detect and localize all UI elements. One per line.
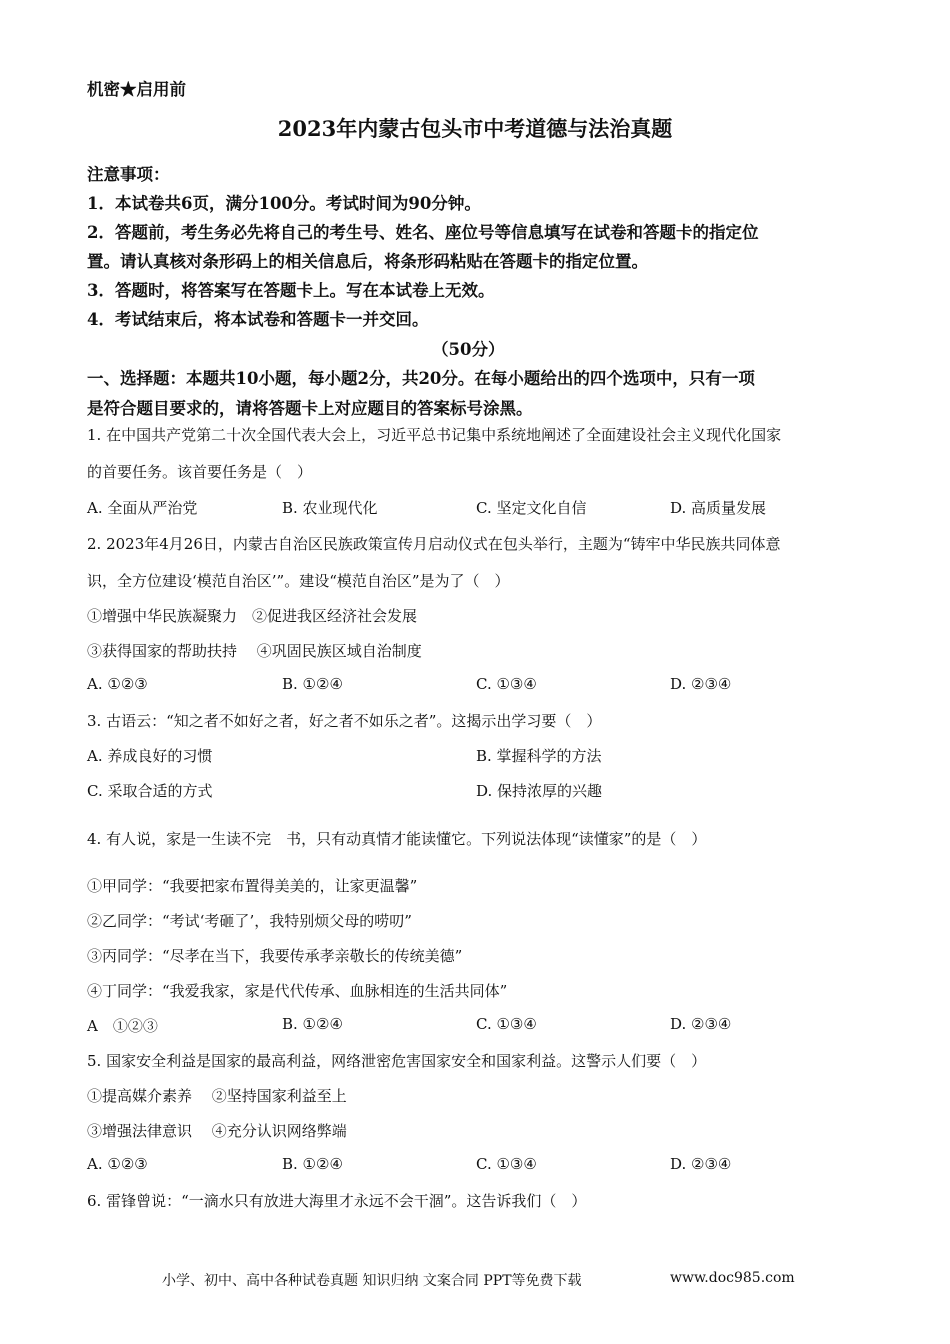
statement-item: ④丁同学：“我爱我家，家是代代传承、血脉相连的生活共同体” xyxy=(87,982,508,1000)
option-a: A. ①②③ xyxy=(87,675,148,693)
note-item: 3．答题时，将答案写在答题卡上。写在本试卷上无效。 xyxy=(87,281,495,300)
option-a: A. ①②③ xyxy=(87,1155,148,1173)
question-stem: 1. 在中国共产党第二十次全国代表大会上，习近平总书记集中系统地阐述了全面建设社会主义现代化国家 xyxy=(87,426,782,444)
option-d: D. 保持浓厚的兴趣 xyxy=(476,782,603,800)
section-heading: 是符合题目要求的，请将答题卡上对应题目的答案标号涂黑。 xyxy=(87,399,533,418)
option-c: C. 坚定文化自信 xyxy=(476,499,587,517)
footer-text: 小学、初中、高中各种试卷真题 知识归纳 文案合同 PPT等免费下载 xyxy=(162,1273,582,1289)
option-a: A. 养成良好的习惯 xyxy=(87,747,213,765)
statement-item: ③获得国家的帮助扶持 ④巩固民族区域自治制度 xyxy=(87,642,422,660)
statement-item: ①甲同学：“我要把家布置得美美的，让家更温馨” xyxy=(87,877,418,895)
question-stem: 6. 雷锋曾说：“一滴水只有放进大海里才永远不会干涸”。这告诉我们（ ） xyxy=(87,1192,587,1210)
option-d: D. 高质量发展 xyxy=(670,499,767,517)
statement-item: ③增强法律意识 ④充分认识网络弊端 xyxy=(87,1122,347,1140)
statement-item: ①增强中华民族凝聚力 ②促进我区经济社会发展 xyxy=(87,607,418,625)
note-item: 置。请认真核对条形码上的相关信息后，将条形码粘贴在答题卡的指定位置。 xyxy=(87,252,648,271)
option-d: D. ②③④ xyxy=(670,675,732,693)
option-c: C. ①③④ xyxy=(476,675,537,693)
option-b: B. ①②④ xyxy=(282,675,343,693)
option-d: D. ②③④ xyxy=(670,1155,732,1173)
notes-heading: 注意事项： xyxy=(87,165,170,184)
option-d: D. ②③④ xyxy=(670,1015,732,1033)
option-b: B. 掌握科学的方法 xyxy=(476,747,602,765)
note-item: 1．本试卷共6页，满分100分。考试时间为90分钟。 xyxy=(87,194,481,213)
question-stem: 识，全方位建设‘模范自治区’”。建设“模范自治区”是为了（ ） xyxy=(87,572,510,590)
score-label: （50分） xyxy=(432,340,505,359)
note-item: 2．答题前，考生务必先将自己的考生号、姓名、座位号等信息填写在试卷和答题卡的指定位 xyxy=(87,223,759,242)
question-stem: 2. 2023年4月26日，内蒙古自治区民族政策宣传月启动仪式在包头举行，主题为“铸牢中华民族共同体意 xyxy=(87,535,781,553)
question-stem: 的首要任务。该首要任务是（ ） xyxy=(87,463,313,481)
question-stem: 3. 古语云：“知之者不如好之者，好之者不如乐之者”。这揭示出学习要（ ） xyxy=(87,712,602,730)
statement-item: ③丙同学：“尽孝在当下，我要传承孝亲敬长的传统美德” xyxy=(87,947,463,965)
option-c: C. 采取合适的方式 xyxy=(87,782,213,800)
page-title: 2023年内蒙古包头市中考道德与法治真题 xyxy=(277,116,673,141)
footer-url[interactable]: www.doc985.com xyxy=(670,1270,795,1286)
option-b: B. ①②④ xyxy=(282,1015,343,1033)
confidential-label: 机密★启用前 xyxy=(87,80,186,99)
question-stem: 4. 有人说，家是一生读不完 书，只有动真情才能读懂它。下列说法体现“读懂家”的是（ ） xyxy=(87,830,707,848)
section-heading: 一、选择题：本题共10小题，每小题2分，共20分。在每小题给出的四个选项中，只有一项 xyxy=(87,369,755,388)
option-a: A ①②③ xyxy=(87,1017,158,1035)
statement-item: ①提高媒介素养 ②坚持国家利益至上 xyxy=(87,1087,347,1105)
note-item: 4．考试结束后，将本试卷和答题卡一并交回。 xyxy=(87,310,429,329)
question-stem: 5. 国家安全利益是国家的最高利益，网络泄密危害国家安全和国家利益。这警示人们要（ ） xyxy=(87,1052,707,1070)
option-c: C. ①③④ xyxy=(476,1155,537,1173)
statement-item: ②乙同学：“考试‘考砸了’，我特别烦父母的唠叨” xyxy=(87,912,412,930)
option-a: A. 全面从严治党 xyxy=(87,499,198,517)
option-b: B. ①②④ xyxy=(282,1155,343,1173)
option-c: C. ①③④ xyxy=(476,1015,537,1033)
option-b: B. 农业现代化 xyxy=(282,499,378,517)
